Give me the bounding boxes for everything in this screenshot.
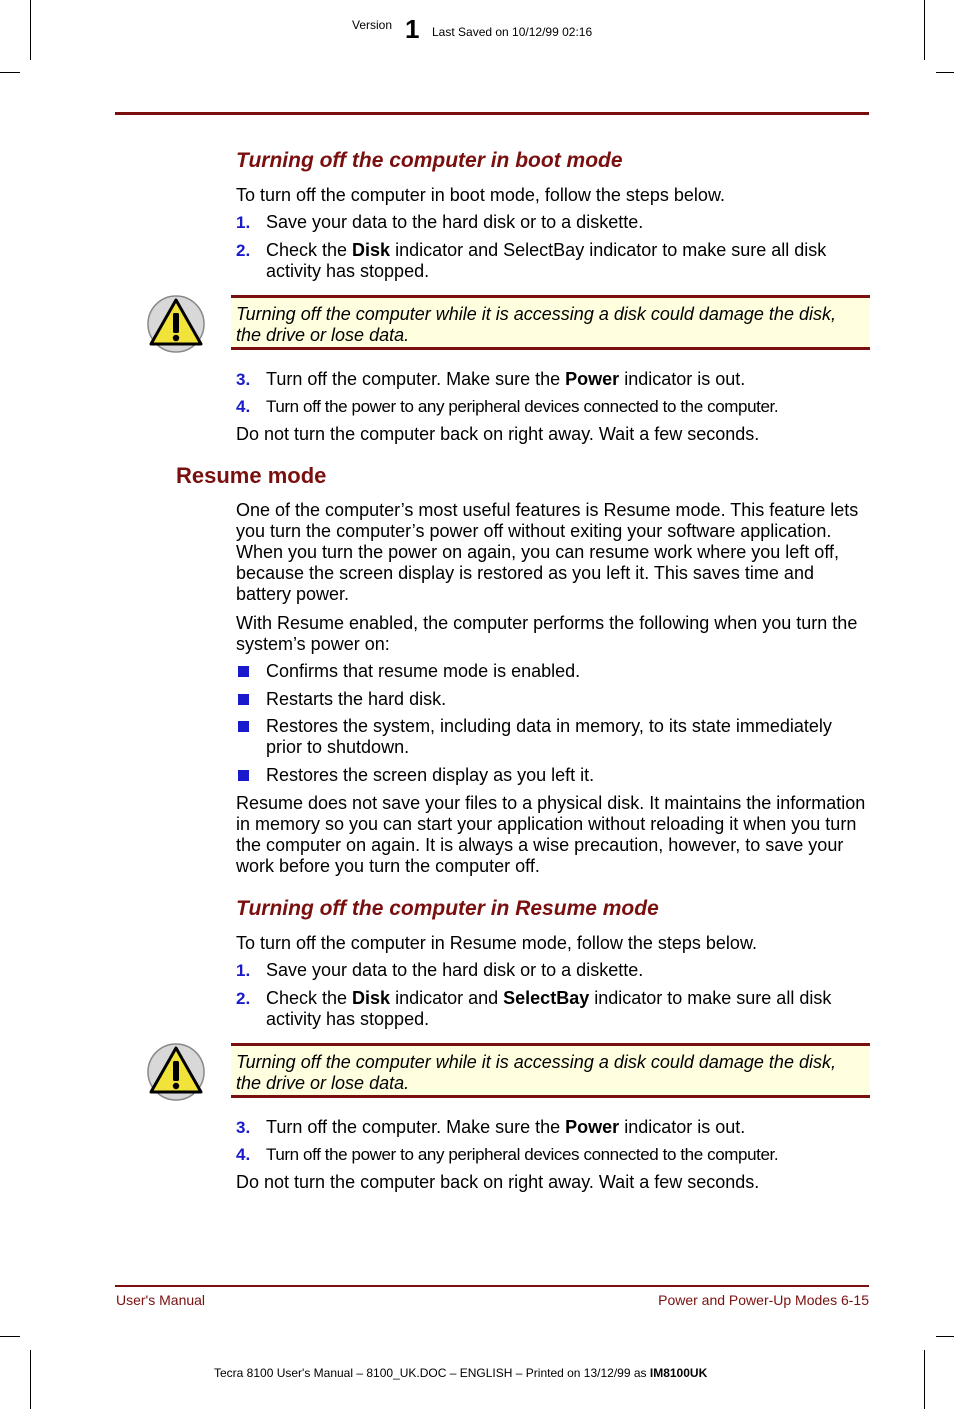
step-text: Save your data to the hard disk or to a diskette. — [266, 960, 644, 980]
footer-right: Power and Power-Up Modes 6-15 — [658, 1292, 869, 1308]
step-number: 1. — [236, 961, 251, 980]
section-heading-boot-mode: Turning off the computer in boot mode — [236, 149, 623, 172]
bullet-text: Restores the screen display as you left it. — [266, 765, 595, 785]
header-rule — [115, 112, 869, 115]
warning-text: Turning off the computer while it is accessing a disk could damage the disk, the drive or lose data. — [236, 1052, 836, 1093]
step-number: 2. — [236, 241, 251, 260]
step-text: Turn off the computer. Make sure the Power indicator is out. — [266, 369, 746, 389]
step-number: 3. — [236, 370, 251, 389]
step-number: 3. — [236, 1118, 251, 1137]
crop-mark — [936, 72, 954, 73]
power-term: Power — [565, 1117, 620, 1137]
disk-term: Disk — [352, 988, 391, 1008]
step-number: 1. — [236, 213, 251, 232]
crop-mark — [924, 0, 925, 60]
bullet-square-icon — [238, 666, 249, 677]
crop-mark — [30, 0, 31, 60]
paragraph: To turn off the computer in Resume mode, follow the steps below. — [236, 933, 757, 953]
step-text: Turn off the power to any peripheral devices connected to the computer. — [266, 397, 779, 416]
warning-triangle-icon — [146, 1042, 206, 1102]
paragraph: Resume does not save your files to a physical disk. It maintains the information in memory so you can start your application without reloading it when you turn the computer on again. It is always a wise precaution, however, to save your work before you turn the computer off. — [236, 793, 866, 876]
step-text: Save your data to the hard disk or to a diskette. — [266, 212, 644, 232]
bullet-text: Restores the system, including data in memory, to its state immediately prior to shutdown. — [266, 716, 832, 757]
footer-rule — [115, 1285, 869, 1287]
bullet-text: Confirms that resume mode is enabled. — [266, 661, 581, 681]
print-code: IM8100UK — [649, 1366, 708, 1380]
step-text: Turn off the power to any peripheral devices connected to the computer. — [266, 1145, 779, 1164]
step-number: 4. — [236, 397, 251, 416]
bullet-square-icon — [238, 694, 249, 705]
paragraph: One of the computer’s most useful features is Resume mode. This feature lets you turn the computer’s power off without exiting your software application. When you turn the power on again, you can resume work where you left off, because the screen display is restored as you left it. This saves time and battery power. — [236, 500, 859, 604]
version-number: 1 — [405, 14, 420, 44]
warning-triangle-icon — [146, 294, 206, 354]
step-text: Check the Disk indicator and SelectBay indicator to make sure all disk activity has stopped. — [266, 240, 827, 281]
version-label: Version — [352, 18, 393, 32]
version-header — [352, 18, 392, 32]
bullet-square-icon — [238, 721, 249, 732]
power-term: Power — [565, 369, 620, 389]
warning-box — [231, 295, 870, 350]
crop-mark — [924, 1350, 925, 1409]
warning-text: Turning off the computer while it is accessing a disk could damage the disk, the drive or lose data. — [236, 304, 836, 345]
last-saved: Last Saved on 10/12/99 02:16 — [432, 25, 593, 39]
crop-mark — [0, 1336, 20, 1337]
paragraph: Do not turn the computer back on right away. Wait a few seconds. — [236, 1172, 760, 1192]
step-number: 2. — [236, 989, 251, 1008]
footer-left: User's Manual — [116, 1292, 206, 1308]
step-number: 4. — [236, 1145, 251, 1164]
crop-mark — [936, 1336, 954, 1337]
step-text: Check the Disk indicator and SelectBay indicator to make sure all disk activity has stopped. — [266, 988, 832, 1029]
section-heading-resume-mode: Resume mode — [176, 463, 327, 488]
paragraph: To turn off the computer in boot mode, follow the steps below. — [236, 185, 725, 205]
bullet-square-icon — [238, 770, 249, 781]
paragraph: Do not turn the computer back on right away. Wait a few seconds. — [236, 424, 760, 444]
selectbay-term: SelectBay — [503, 988, 590, 1008]
step-text: Turn off the computer. Make sure the Power indicator is out. — [266, 1117, 746, 1137]
crop-mark — [30, 1350, 31, 1409]
disk-term: Disk — [352, 240, 391, 260]
crop-mark — [0, 72, 20, 73]
paragraph: With Resume enabled, the computer performs the following when you turn the system’s power on: — [236, 613, 858, 654]
section-heading-resume-off: Turning off the computer in Resume mode — [236, 897, 659, 920]
print-info: Tecra 8100 User's Manual – 8100_UK.DOC – ENGLISH – Printed on 13/12/99 as IM8100UK — [214, 1366, 708, 1380]
warning-box — [231, 1043, 870, 1098]
bullet-text: Restarts the hard disk. — [266, 689, 447, 709]
